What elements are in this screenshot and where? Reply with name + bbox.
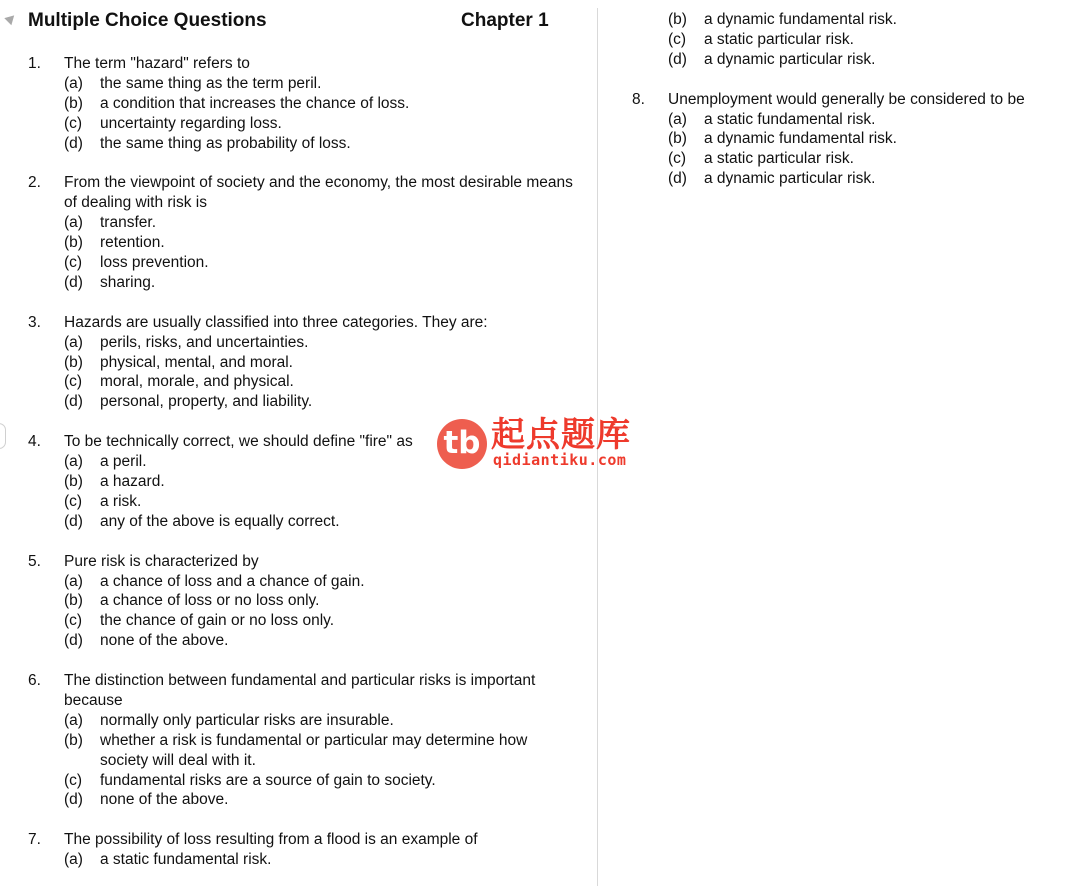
option-text: perils, risks, and uncertainties. [100,333,309,351]
option-text: retention. [100,234,165,252]
option-text: the same thing as the term peril. [100,74,322,92]
option-letter: (b) [64,592,83,610]
question-stem: The term "hazard" refers to [64,55,250,72]
option-letter: (c) [64,771,83,789]
answer-option[interactable] [64,273,573,293]
question-number: 7. [28,831,41,849]
option-text: a risk. [100,492,142,510]
answer-option[interactable] [64,790,573,810]
option-text: a chance of loss and a chance of gain. [100,572,365,590]
answer-option[interactable] [64,392,573,412]
option-text: uncertainty regarding loss. [100,114,282,132]
option-text: loss prevention. [100,254,209,272]
answer-option[interactable] [668,30,1062,50]
answer-option[interactable] [668,129,1062,149]
option-letter: (b) [64,731,83,749]
watermark-cn-text: 起点题库 [491,415,631,455]
option-letter: (d) [668,170,687,188]
option-letter: (c) [64,492,83,510]
question-stem: Hazards are usually classified into three categories. They are: [64,313,488,331]
option-letter: (a) [64,572,83,590]
option-letter: (b) [668,130,687,148]
question-2 [28,173,573,292]
answer-option[interactable] [64,512,573,532]
question-stem: Unemployment would generally be considered to be [668,90,1025,108]
option-letter: (c) [668,30,687,48]
collapse-triangle-icon[interactable] [4,12,17,25]
option-text: personal, property, and liability. [100,393,313,411]
option-letter: (d) [64,791,83,809]
option-text: a peril. [100,453,147,471]
page-edge-handle [0,423,6,449]
option-letter: (c) [64,612,83,630]
option-letter: (c) [668,150,687,168]
option-text: a dynamic fundamental risk. [704,130,897,148]
question-stem: From the viewpoint of society and the economy, the most desirable means of dealing with risk is [64,174,573,212]
option-letter: (d) [64,632,83,650]
option-text: none of the above. [100,632,229,650]
option-letter: (c) [64,254,83,272]
question-number: 8. [632,90,645,108]
option-letter: (a) [668,110,687,128]
answer-option[interactable] [64,771,573,791]
question-number: 1. [28,55,41,72]
answer-option[interactable] [64,472,573,492]
option-letter: (d) [64,273,83,291]
question-8 [632,90,1062,190]
question-number: 5. [28,552,41,570]
answer-option[interactable] [64,114,573,134]
answer-option[interactable] [64,213,573,233]
answer-option[interactable] [64,731,573,771]
option-letter: (a) [64,711,83,729]
answer-option[interactable] [64,591,573,611]
option-text: a static particular risk. [704,150,854,168]
option-text: a dynamic particular risk. [704,50,876,68]
watermark-logo [437,416,637,472]
option-letter: (d) [64,393,83,411]
answer-option[interactable] [64,492,573,512]
answer-option[interactable] [668,50,1062,70]
option-letter: (b) [668,11,687,28]
answer-option[interactable] [64,711,573,731]
option-letter: (a) [64,214,83,232]
option-text: a static fundamental risk. [704,110,876,128]
answer-option[interactable] [64,333,573,353]
answer-option[interactable] [64,572,573,592]
option-letter: (b) [64,234,83,252]
question-stem: The possibility of loss resulting from a flood is an example of [64,831,478,849]
option-letter: (b) [64,94,83,112]
question-number: 4. [28,433,41,451]
option-text: a static fundamental risk. [100,851,272,869]
option-letter: (c) [64,373,83,391]
answer-option[interactable] [668,110,1062,130]
option-letter: (b) [64,472,83,490]
option-text: physical, mental, and moral. [100,353,293,371]
question-number: 6. [28,672,41,690]
right-column [632,10,1062,209]
answer-option[interactable] [668,10,1062,30]
option-letter: (a) [64,333,83,351]
option-letter: (a) [64,74,83,92]
option-text: transfer. [100,214,156,232]
option-text: moral, morale, and physical. [100,373,294,391]
question-3 [28,313,573,413]
answer-option[interactable] [64,134,573,154]
question-number: 2. [28,174,41,192]
option-letter: (d) [64,512,83,530]
question-7-continued [632,10,1062,70]
question-number: 3. [28,313,41,331]
option-letter: (d) [64,134,83,152]
tb-badge-icon: tb [437,419,487,469]
option-letter: (a) [64,851,83,869]
option-text: normally only particular risks are insurable. [100,711,394,729]
option-text: the same thing as probability of loss. [100,134,351,152]
option-text: the chance of gain or no loss only. [100,612,335,630]
option-text: sharing. [100,273,156,291]
option-text: a hazard. [100,472,165,490]
answer-option[interactable] [64,611,573,631]
option-letter: (d) [668,50,687,68]
option-letter: (c) [64,114,83,132]
chapter-label: Chapter 1 [461,10,549,31]
option-text: a chance of loss or no loss only. [100,592,320,610]
question-stem: To be technically correct, we should define "fire" as [64,433,413,451]
question-5 [28,552,573,652]
option-letter: (b) [64,353,83,371]
option-text: a condition that increases the chance of loss. [100,94,410,112]
answer-option[interactable] [64,233,573,253]
option-text: any of the above is equally correct. [100,512,340,530]
answer-option[interactable] [64,253,573,273]
question-7 [28,830,573,870]
question-stem: Pure risk is characterized by [64,552,259,570]
option-text: fundamental risks are a source of gain to society. [100,771,436,789]
option-text: a static particular risk. [704,30,854,48]
answer-option[interactable] [64,94,573,114]
answer-option[interactable] [64,74,573,94]
section-title: Multiple Choice Questions [28,10,267,31]
option-text: none of the above. [100,791,229,809]
question-stem: The distinction between fundamental and particular risks is important because [64,672,536,709]
question-6 [28,671,573,810]
question-1 [28,54,573,154]
option-text: a dynamic particular risk. [704,170,876,188]
answer-option[interactable] [64,631,573,651]
option-text: whether a risk is fundamental or particular may determine how society will deal with it. [100,731,528,769]
answer-option[interactable] [64,850,573,870]
answer-option[interactable] [668,149,1062,169]
option-text: a dynamic fundamental risk. [704,11,897,28]
answer-option[interactable] [64,372,573,392]
watermark-en-text: qidiantiku.com [493,451,627,469]
answer-option[interactable] [64,353,573,373]
answer-option[interactable] [668,169,1062,189]
option-letter: (a) [64,453,83,471]
